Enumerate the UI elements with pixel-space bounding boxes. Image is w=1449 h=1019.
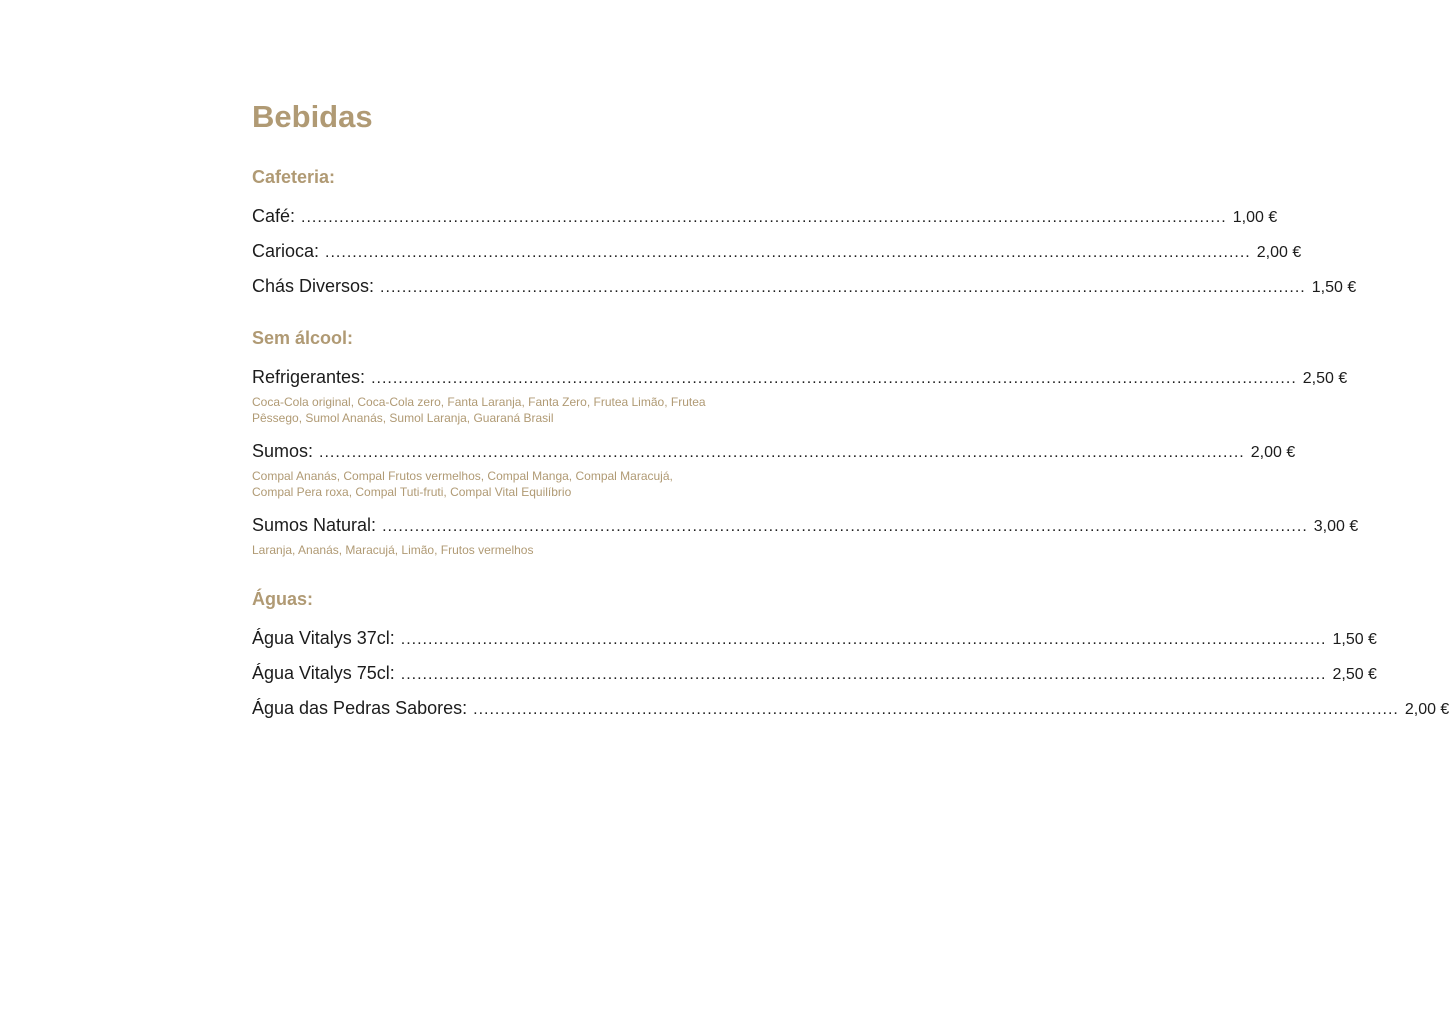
menu-item-cafe xyxy=(252,205,1278,229)
item-name: Água Vitalys 37cl: xyxy=(252,628,395,648)
dot-leader: .......................................................................................................................................................................... xyxy=(301,209,1227,226)
dot-leader: .......................................................................................................................................................................... xyxy=(473,701,1399,718)
dot-leader: .......................................................................................................................................................................... xyxy=(319,444,1245,461)
item-price: 1,00 € xyxy=(1232,209,1278,226)
item-price: 2,00 € xyxy=(1404,701,1449,718)
section-aguas xyxy=(252,588,1449,721)
menu-item-chas-diversos xyxy=(252,275,1357,299)
item-price: 2,00 € xyxy=(1250,444,1296,461)
page-title: Bebidas xyxy=(252,99,373,134)
section-title: Águas: xyxy=(252,589,314,609)
section-sem-alcool xyxy=(252,327,1359,558)
drinks-menu xyxy=(252,98,1449,749)
dot-leader: .......................................................................................................................................................................... xyxy=(371,370,1297,387)
item-name: Água das Pedras Sabores: xyxy=(252,698,468,718)
menu-item-refrigerantes xyxy=(252,366,1348,426)
menu-item-sumos xyxy=(252,440,1296,500)
section-title: Cafeteria: xyxy=(252,167,336,187)
menu-item-agua-das-pedras-sabores xyxy=(252,697,1449,721)
item-description: Coca-Cola original, Coca-Cola zero, Fanta Laranja, Fanta Zero, Frutea Limão, Frutea Pêssego, Sumol Ananás, Sumol Laranja, Guaraná Brasil xyxy=(252,395,706,425)
dot-leader: .......................................................................................................................................................................... xyxy=(400,631,1327,648)
item-price: 2,00 € xyxy=(1256,244,1302,261)
menu-item-agua-vitalys-37cl xyxy=(252,627,1377,651)
menu-item-carioca xyxy=(252,240,1302,264)
item-name: Sumos Natural: xyxy=(252,515,377,535)
item-price: 2,50 € xyxy=(1332,666,1377,683)
item-name: Café: xyxy=(252,206,296,226)
dot-leader: .......................................................................................................................................................................... xyxy=(380,279,1306,296)
dot-leader: .......................................................................................................................................................................... xyxy=(382,518,1308,535)
item-price: 2,50 € xyxy=(1302,370,1348,387)
item-description: Compal Ananás, Compal Frutos vermelhos, Compal Manga, Compal Maracujá, Compal Pera roxa, Compal Tuti-fruti, Compal Vital Equilíbrio xyxy=(252,469,673,499)
item-name: Chás Diversos: xyxy=(252,276,375,296)
menu-item-agua-vitalys-75cl xyxy=(252,662,1377,686)
dot-leader: .......................................................................................................................................................................... xyxy=(400,666,1327,683)
dot-leader: .......................................................................................................................................................................... xyxy=(325,244,1251,261)
menu-item-sumos-natural xyxy=(252,514,1359,558)
item-name: Sumos: xyxy=(252,441,314,461)
section-title: Sem álcool: xyxy=(252,328,354,348)
item-name: Refrigerantes: xyxy=(252,367,366,387)
item-name: Água Vitalys 75cl: xyxy=(252,663,395,683)
item-price: 3,00 € xyxy=(1313,518,1359,535)
item-name: Carioca: xyxy=(252,241,320,261)
item-description: Laranja, Ananás, Maracujá, Limão, Frutos vermelhos xyxy=(252,543,534,557)
item-price: 1,50 € xyxy=(1311,279,1357,296)
item-price: 1,50 € xyxy=(1332,631,1377,648)
section-cafeteria xyxy=(252,166,1357,299)
